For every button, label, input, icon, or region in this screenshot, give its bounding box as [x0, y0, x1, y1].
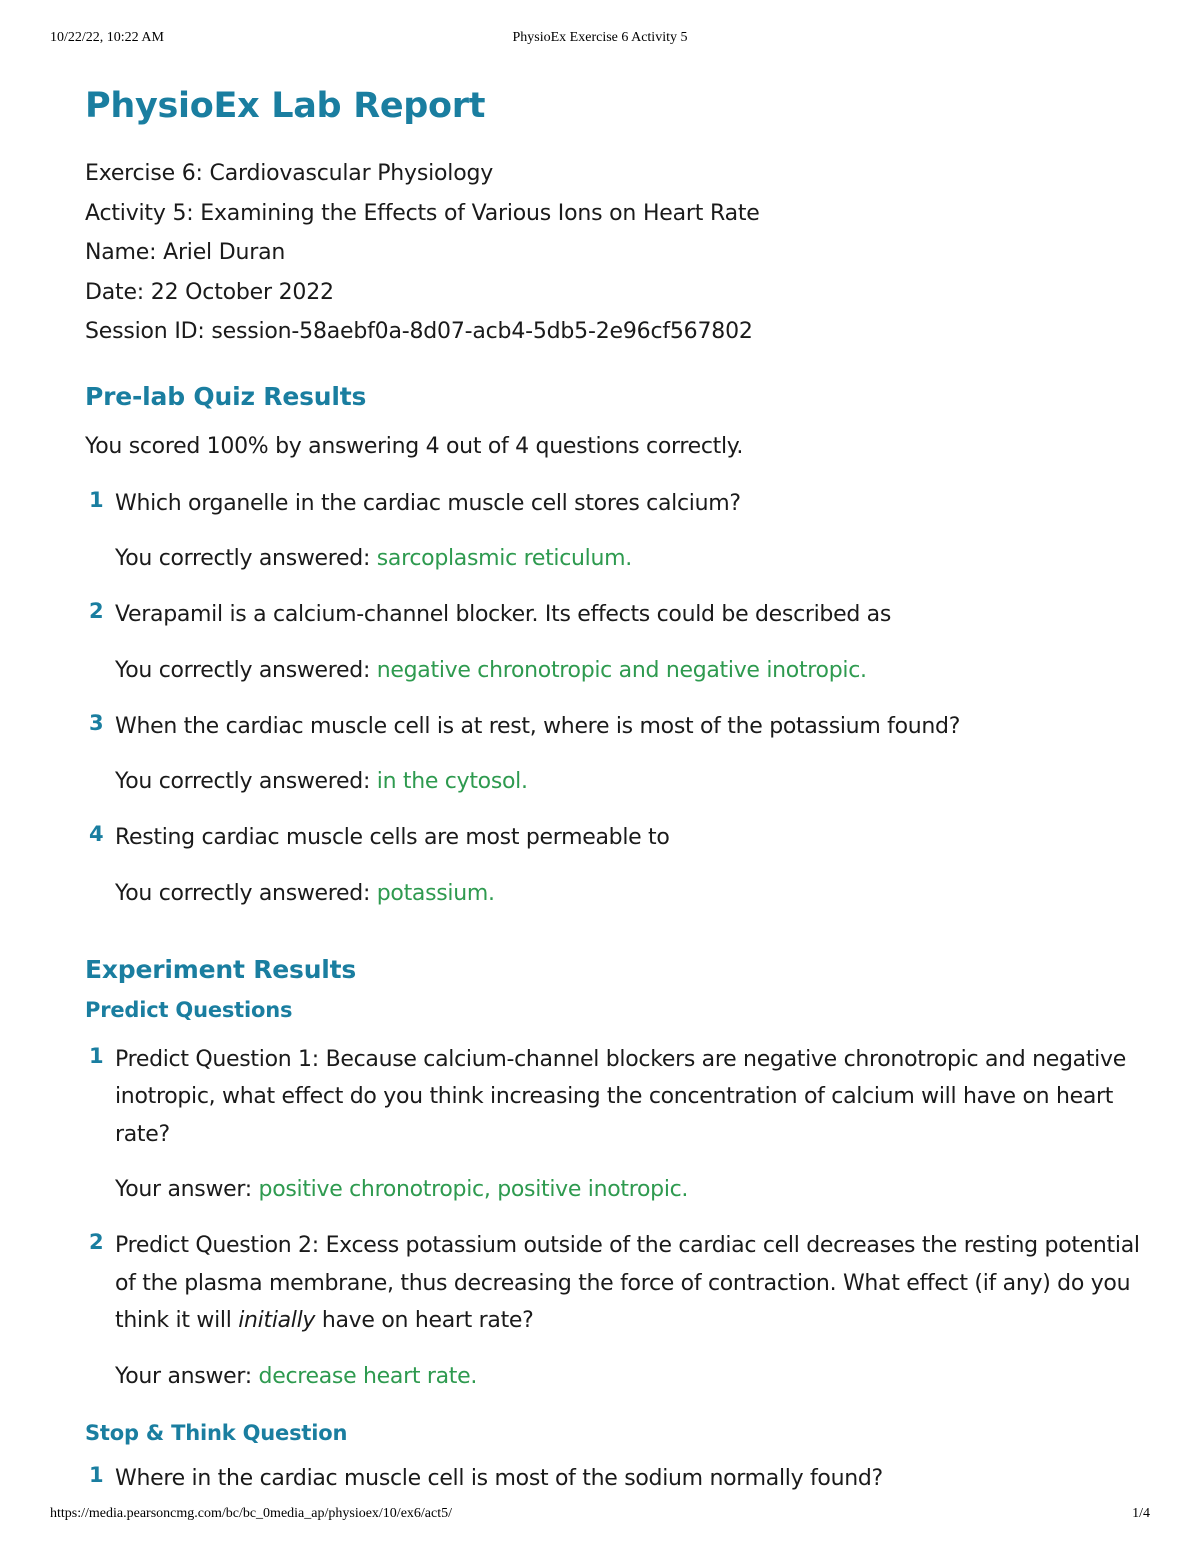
print-datetime: 10/22/22, 10:22 AM [50, 30, 164, 45]
prelab-question [85, 708, 1145, 798]
answer-prefix: Your answer: [115, 1177, 259, 1202]
question-answer [115, 767, 1145, 797]
report-date: Date: 22 October 2022 [85, 279, 334, 305]
print-url: https://media.pearsoncmg.com/bc/bc_0media_ap/physioex/10/ex6/act5/ [50, 1506, 453, 1521]
answer-value: decrease heart rate. [258, 1363, 478, 1389]
question-text [115, 1227, 1145, 1340]
answer-prefix: You correctly answered: [115, 546, 377, 571]
question-number: 4 [89, 822, 104, 846]
answer-value: in the cytosol. [376, 769, 528, 794]
prelab-score: You scored 100% by answering 4 out of 4 questions correctly. [85, 433, 744, 459]
prelab-question [85, 819, 1145, 909]
answer-value: sarcoplasmic reticulum. [376, 546, 632, 571]
answer-prefix: You correctly answered: [115, 657, 377, 683]
activity-line: Activity 5: Examining the Effects of Various Ions on Heart Rate [85, 200, 760, 226]
answer-prefix: Your answer: [115, 1363, 259, 1389]
predict-question [85, 1227, 1145, 1392]
student-name: Name: Ariel Duran [85, 240, 286, 265]
prelab-question [85, 596, 1145, 686]
question-text: Where in the cardiac muscle cell is most of the sodium normally found? [115, 1465, 883, 1491]
question-text: When the cardiac muscle cell is at rest, where is most of the potassium found? [115, 713, 961, 739]
question-text: Verapamil is a calcium-channel blocker. Its effects could be described as [115, 602, 892, 627]
lab-report [85, 84, 1145, 1497]
session-id: Session ID: session-58aebf0a-8d07-acb4-5db5-2e96cf567802 [85, 319, 753, 344]
predict-heading: Predict Questions [85, 997, 293, 1022]
question-number: 1 [89, 1043, 104, 1068]
question-answer [115, 544, 1145, 574]
answer-prefix: You correctly answered: [115, 769, 377, 794]
question-number: 2 [89, 599, 104, 623]
question-answer [115, 879, 1145, 909]
stop-think-question [85, 1460, 1145, 1498]
question-text: Predict Question 1: Because calcium-channel blockers are negative chronotropic and negative inotropic, what effect do you think increasing the concentration of calcium will have on heart rate? [115, 1046, 1126, 1147]
question-number: 1 [89, 1462, 104, 1487]
stop-think-heading: Stop & Think Question [85, 1420, 348, 1445]
question-text-before: Predict Question 2: Excess potassium outside of the cardiac cell decreases the resting potential of the plasma membrane, thus decreasing the force of contraction. What effect (if any) do you think it will [115, 1233, 1140, 1333]
answer-prefix: You correctly answered: [115, 880, 377, 906]
question-text: Resting cardiac muscle cells are most permeable to [115, 825, 670, 850]
question-number: 2 [89, 1230, 104, 1254]
prelab-question [85, 485, 1145, 575]
report-title: PhysioEx Lab Report [85, 86, 486, 126]
print-page-number: 1/4 [1132, 1506, 1150, 1521]
question-answer [115, 1175, 1145, 1205]
exercise-line: Exercise 6: Cardiovascular Physiology [85, 161, 494, 186]
experiment-heading: Experiment Results [85, 954, 357, 984]
question-answer [115, 1362, 1145, 1392]
question-number: 3 [89, 710, 104, 735]
answer-value: positive chronotropic, positive inotropic. [258, 1177, 689, 1202]
question-text: Which organelle in the cardiac muscle cell stores calcium? [115, 490, 741, 516]
answer-value: negative chronotropic and negative inotropic. [376, 657, 867, 683]
question-text-emphasis: initially [238, 1308, 316, 1333]
report-meta [85, 154, 1145, 352]
question-number: 1 [89, 487, 104, 512]
print-footer [50, 1506, 1150, 1526]
question-text-after: have on heart rate? [315, 1308, 534, 1333]
prelab-heading: Pre-lab Quiz Results [85, 381, 367, 411]
print-page-title: PhysioEx Exercise 6 Activity 5 [512, 30, 688, 45]
predict-question [85, 1041, 1145, 1206]
question-answer [115, 656, 1145, 686]
print-header [50, 30, 1150, 50]
answer-value: potassium. [376, 880, 495, 906]
